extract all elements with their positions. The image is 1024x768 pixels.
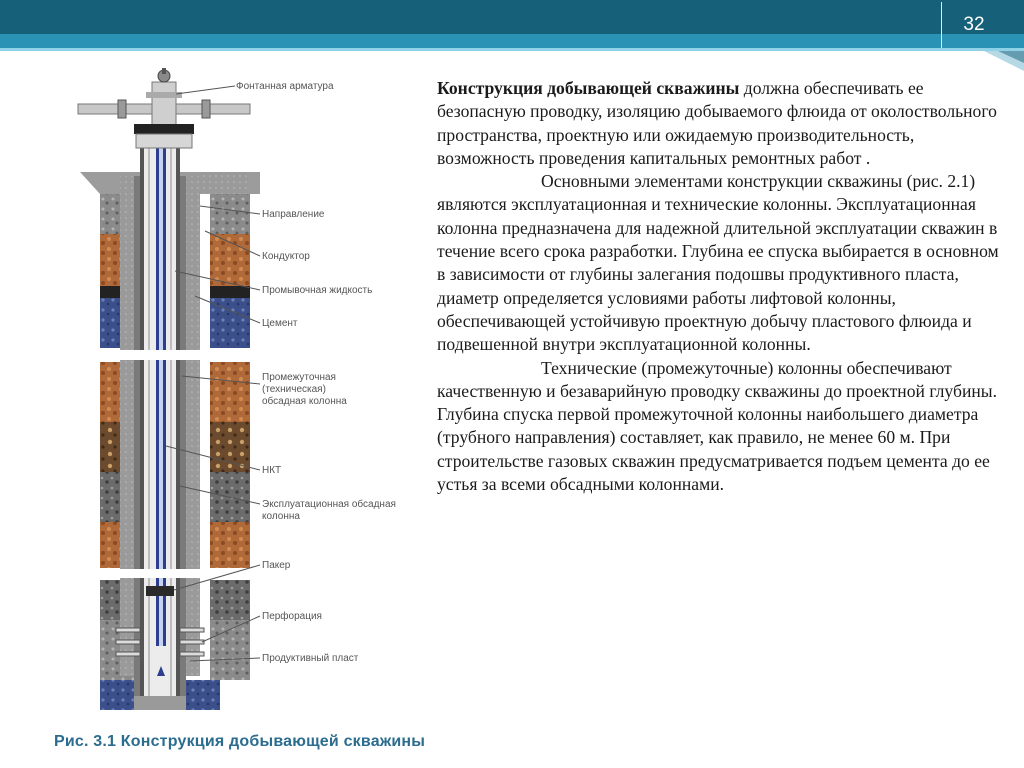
label-intermediate-casing-3: обсадная колонна — [262, 396, 347, 407]
label-wellhead: Фонтанная арматура — [236, 81, 334, 92]
label-perforation: Перфорация — [262, 611, 322, 622]
header-stripe — [0, 34, 1024, 48]
paragraph-1-lead: Конструкция добывающей скважины — [437, 78, 740, 98]
label-reservoir: Продуктивный пласт — [262, 653, 359, 664]
paragraph-2: Основными элементами конструкции скважины (рис. 2.1) являются эксплуатационная и технические колонны. Эксплуатационная колонна предназначена для надежной длительной эксплуатации скважин в течение всего срока разработки. Глубина ее спуска выбирается в основном в зависимости от глубины залегания подошвы продуктивного пласта, диаметр определяется условиями работы лифтовой колонны, обеспечивающей устойчивую проектную добычу пластового флюида и подвешенной внутри эксплуатационной колонны. — [437, 171, 999, 355]
label-drilling-fluid: Промывочная жидкость — [262, 285, 373, 296]
corner-decoration — [984, 51, 1024, 71]
label-surface-casing: Кондуктор — [262, 251, 310, 262]
figure-caption: Рис. 3.1 Конструкция добывающей скважины — [54, 733, 426, 750]
paragraph-3: Технические (промежуточные) колонны обеспечивают качественную и безаварийную проводку скважины до проектной глубины. Глубина спуска первой промежуточной колонны наибольшего диаметра (трубного направления) составляет, как правило, не менее 60 м. При строительстве газовых скважин предусматривается подъем цемента до ее устья за всеми обсадными колоннами. — [437, 357, 998, 495]
label-production-casing-1: Эксплуатационная обсадная — [262, 499, 396, 510]
label-packer: Пакер — [262, 560, 291, 571]
label-intermediate-casing-2: (техническая) — [262, 384, 326, 395]
header-accent-line — [0, 48, 1024, 51]
paragraph-1 — [437, 77, 1002, 170]
header-bar — [0, 0, 1024, 34]
paragraph-1-body: должна обеспечивать ее безопасную проводку, изоляцию добываемого флюида от околоствольного пространства, проектную или ожидаемую производительность, возможность проведения капитальных ремонтных работ . — [437, 78, 997, 168]
label-production-casing-2: колонна — [262, 511, 300, 522]
label-cement: Цемент — [262, 318, 298, 329]
label-intermediate-casing-1: Промежуточная — [262, 372, 336, 383]
label-conductor-pipe: Направление — [262, 209, 325, 220]
well-construction-diagram — [70, 66, 430, 716]
page-number: 32 — [941, 2, 1006, 48]
label-tubing: НКТ — [262, 465, 282, 476]
body-text — [437, 77, 1002, 496]
